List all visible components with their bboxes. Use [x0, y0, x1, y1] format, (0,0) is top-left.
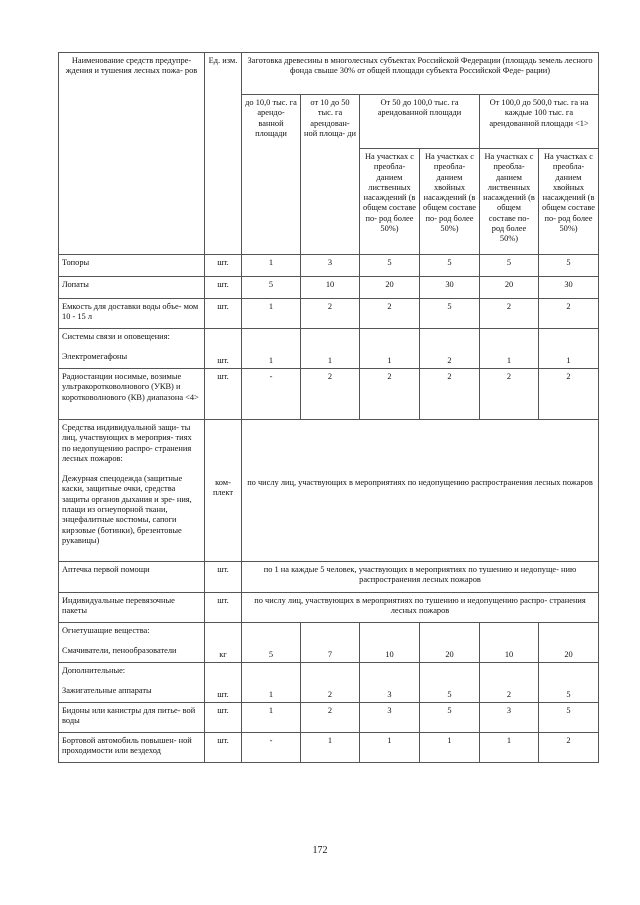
cell-value: 1: [301, 329, 360, 369]
row-unit: шт.: [205, 329, 242, 369]
table-row: [59, 562, 599, 593]
page-number: 172: [312, 845, 328, 856]
section-title: Дополнительные:: [62, 666, 126, 675]
cell-value: 30: [539, 277, 599, 299]
cell-value: 2: [539, 733, 599, 763]
table-row: [59, 277, 599, 299]
cell-value: 1: [480, 329, 539, 369]
row-unit: шт.: [205, 703, 242, 733]
cell-value: 2: [420, 369, 480, 420]
row-unit: шт.: [205, 663, 242, 703]
cell-value: 1: [242, 703, 301, 733]
row-name-section: [59, 663, 205, 703]
cell-value: 5: [420, 663, 480, 703]
row-unit: шт.: [205, 277, 242, 299]
header-sub-4: От 100,0 до 500,0 тыс. га на каждые 100 тыс. га арендованной площади <1>: [480, 95, 599, 149]
cell-value: 20: [360, 277, 420, 299]
cell-value: 5: [539, 703, 599, 733]
header-leaf-deciduous: На участках с преобла- данием лиственных насаждений (в общем составе по- род более 50%): [360, 149, 420, 255]
header-col-unit: Ед. изм.: [205, 53, 242, 255]
row-name: Радиостанции носимые, возимые ультракоротковолнового (УКВ) и коротковолнового (КВ) диапазона <4>: [59, 369, 205, 420]
cell-value: 2: [480, 663, 539, 703]
header-row-1: [59, 53, 599, 95]
cell-value: -: [242, 369, 301, 420]
row-name: Дежурная спецодежда (защитные каски, защитные очки, средства защиты органов дыхания и зре- ния, плащи из огнеупорной ткани, энцефалитные костюмы, сапоги кирзовые (ботинки), брезентовые рукавицы): [62, 474, 192, 545]
header-leaf-conifer: На участках с преобла- данием хвойных насаждений (в общем составе по- род более 50%): [420, 149, 480, 255]
merged-note: по числу лиц, участвующих в мероприятиях по тушению и недопущению распро- странения лесных пожаров: [242, 593, 599, 623]
cell-value: 2: [301, 663, 360, 703]
row-unit: ком- плект: [205, 420, 242, 562]
table-row: [59, 255, 599, 277]
section-title: Средства индивидуальной защи- ты лиц, участвующих в мероприя- тиях по недопущению распро- странения лесных пожаров:: [62, 423, 192, 463]
cell-value: 2: [301, 369, 360, 420]
row-unit: кг: [205, 623, 242, 663]
row-name: Емкость для доставки воды объе- мом 10 - 15 л: [59, 299, 205, 329]
table-row: [59, 593, 599, 623]
row-name: Лопаты: [59, 277, 205, 299]
header-sub-2: от 10 до 50 тыс. га арендован- ной площа- ди: [301, 95, 360, 255]
cell-value: 1: [360, 733, 420, 763]
cell-value: 1: [420, 733, 480, 763]
row-name-section: [59, 329, 205, 369]
header-sub-1: до 10,0 тыс. га арендо- ванной площади: [242, 95, 301, 255]
cell-value: 5: [420, 255, 480, 277]
cell-value: 3: [301, 255, 360, 277]
cell-value: 2: [480, 369, 539, 420]
cell-value: 3: [360, 663, 420, 703]
cell-value: 2: [480, 299, 539, 329]
cell-value: 1: [539, 329, 599, 369]
row-name: Смачиватели, пенообразователи: [62, 646, 177, 656]
cell-value: 3: [360, 703, 420, 733]
cell-value: 5: [420, 703, 480, 733]
row-name: Бидоны или канистры для питье- вой воды: [59, 703, 205, 733]
cell-value: 20: [420, 623, 480, 663]
header-leaf-deciduous: На участках с преобла- данием лиственных насаждений (в общем составе по- род более 50%): [480, 149, 539, 255]
section-title: Системы связи и оповещения:: [62, 332, 170, 341]
row-name: Бортовой автомобиль повышен- ной проходимости или вездеход: [59, 733, 205, 763]
header-sub-3: От 50 до 100,0 тыс. га арендованной площади: [360, 95, 480, 149]
header-col-name: Наименование средств предупре- ждения и тушения лесных пожа- ров: [59, 53, 205, 255]
row-name: Аптечка первой помощи: [59, 562, 205, 593]
cell-value: 10: [360, 623, 420, 663]
table-row: [59, 299, 599, 329]
cell-value: 2: [301, 703, 360, 733]
cell-value: 2: [360, 369, 420, 420]
cell-value: 5: [242, 623, 301, 663]
cell-value: 1: [480, 733, 539, 763]
row-name: Индивидуальные перевязочные пакеты: [59, 593, 205, 623]
table-row: [59, 733, 599, 763]
row-unit: шт.: [205, 369, 242, 420]
cell-value: 3: [480, 703, 539, 733]
cell-value: 5: [539, 255, 599, 277]
header-leaf-conifer: На участках с преобла- данием хвойных насаждений (в общем составе по- род более 50%): [539, 149, 599, 255]
cell-value: 5: [420, 299, 480, 329]
cell-value: 10: [480, 623, 539, 663]
row-unit: шт.: [205, 562, 242, 593]
cell-value: 20: [480, 277, 539, 299]
table-row: [59, 329, 599, 369]
cell-value: 30: [420, 277, 480, 299]
row-unit: шт.: [205, 255, 242, 277]
table-row: [59, 420, 599, 562]
table-row: [59, 703, 599, 733]
merged-note: по числу лиц, участвующих в мероприятиях по недопущению распространения лесных пожаров: [242, 420, 599, 562]
cell-value: 1: [360, 329, 420, 369]
cell-value: 1: [242, 663, 301, 703]
cell-value: 1: [242, 329, 301, 369]
table-row: [59, 369, 599, 420]
cell-value: 5: [360, 255, 420, 277]
fire-equipment-table: [58, 52, 599, 763]
cell-value: 5: [242, 277, 301, 299]
cell-value: 2: [420, 329, 480, 369]
cell-value: 2: [539, 299, 599, 329]
cell-value: -: [242, 733, 301, 763]
row-unit: шт.: [205, 299, 242, 329]
cell-value: 2: [360, 299, 420, 329]
table-row: [59, 623, 599, 663]
cell-value: 7: [301, 623, 360, 663]
cell-value: 5: [480, 255, 539, 277]
section-title: Огнетушащие вещества:: [62, 626, 150, 635]
cell-value: 1: [242, 255, 301, 277]
row-unit: шт.: [205, 593, 242, 623]
merged-note: по 1 на каждые 5 человек, участвующих в мероприятиях по тушению и недопуще- нию распространения лесных пожаров: [242, 562, 599, 593]
header-group-title: Заготовка древесины в многолесных субъектах Российской Федерации (площадь земель лесного фонда свыше 30% от общей площади субъекта Российской Феде- рации): [242, 53, 599, 95]
table-row: [59, 663, 599, 703]
cell-value: 5: [539, 663, 599, 703]
cell-value: 2: [539, 369, 599, 420]
cell-value: 20: [539, 623, 599, 663]
row-name: Зажигательные аппараты: [62, 686, 152, 696]
cell-value: 1: [301, 733, 360, 763]
row-unit: шт.: [205, 733, 242, 763]
cell-value: 1: [242, 299, 301, 329]
row-name-section: [59, 623, 205, 663]
row-name: Топоры: [59, 255, 205, 277]
row-name-section: [59, 420, 205, 562]
row-name: Электромегафоны: [62, 352, 128, 362]
cell-value: 10: [301, 277, 360, 299]
cell-value: 2: [301, 299, 360, 329]
